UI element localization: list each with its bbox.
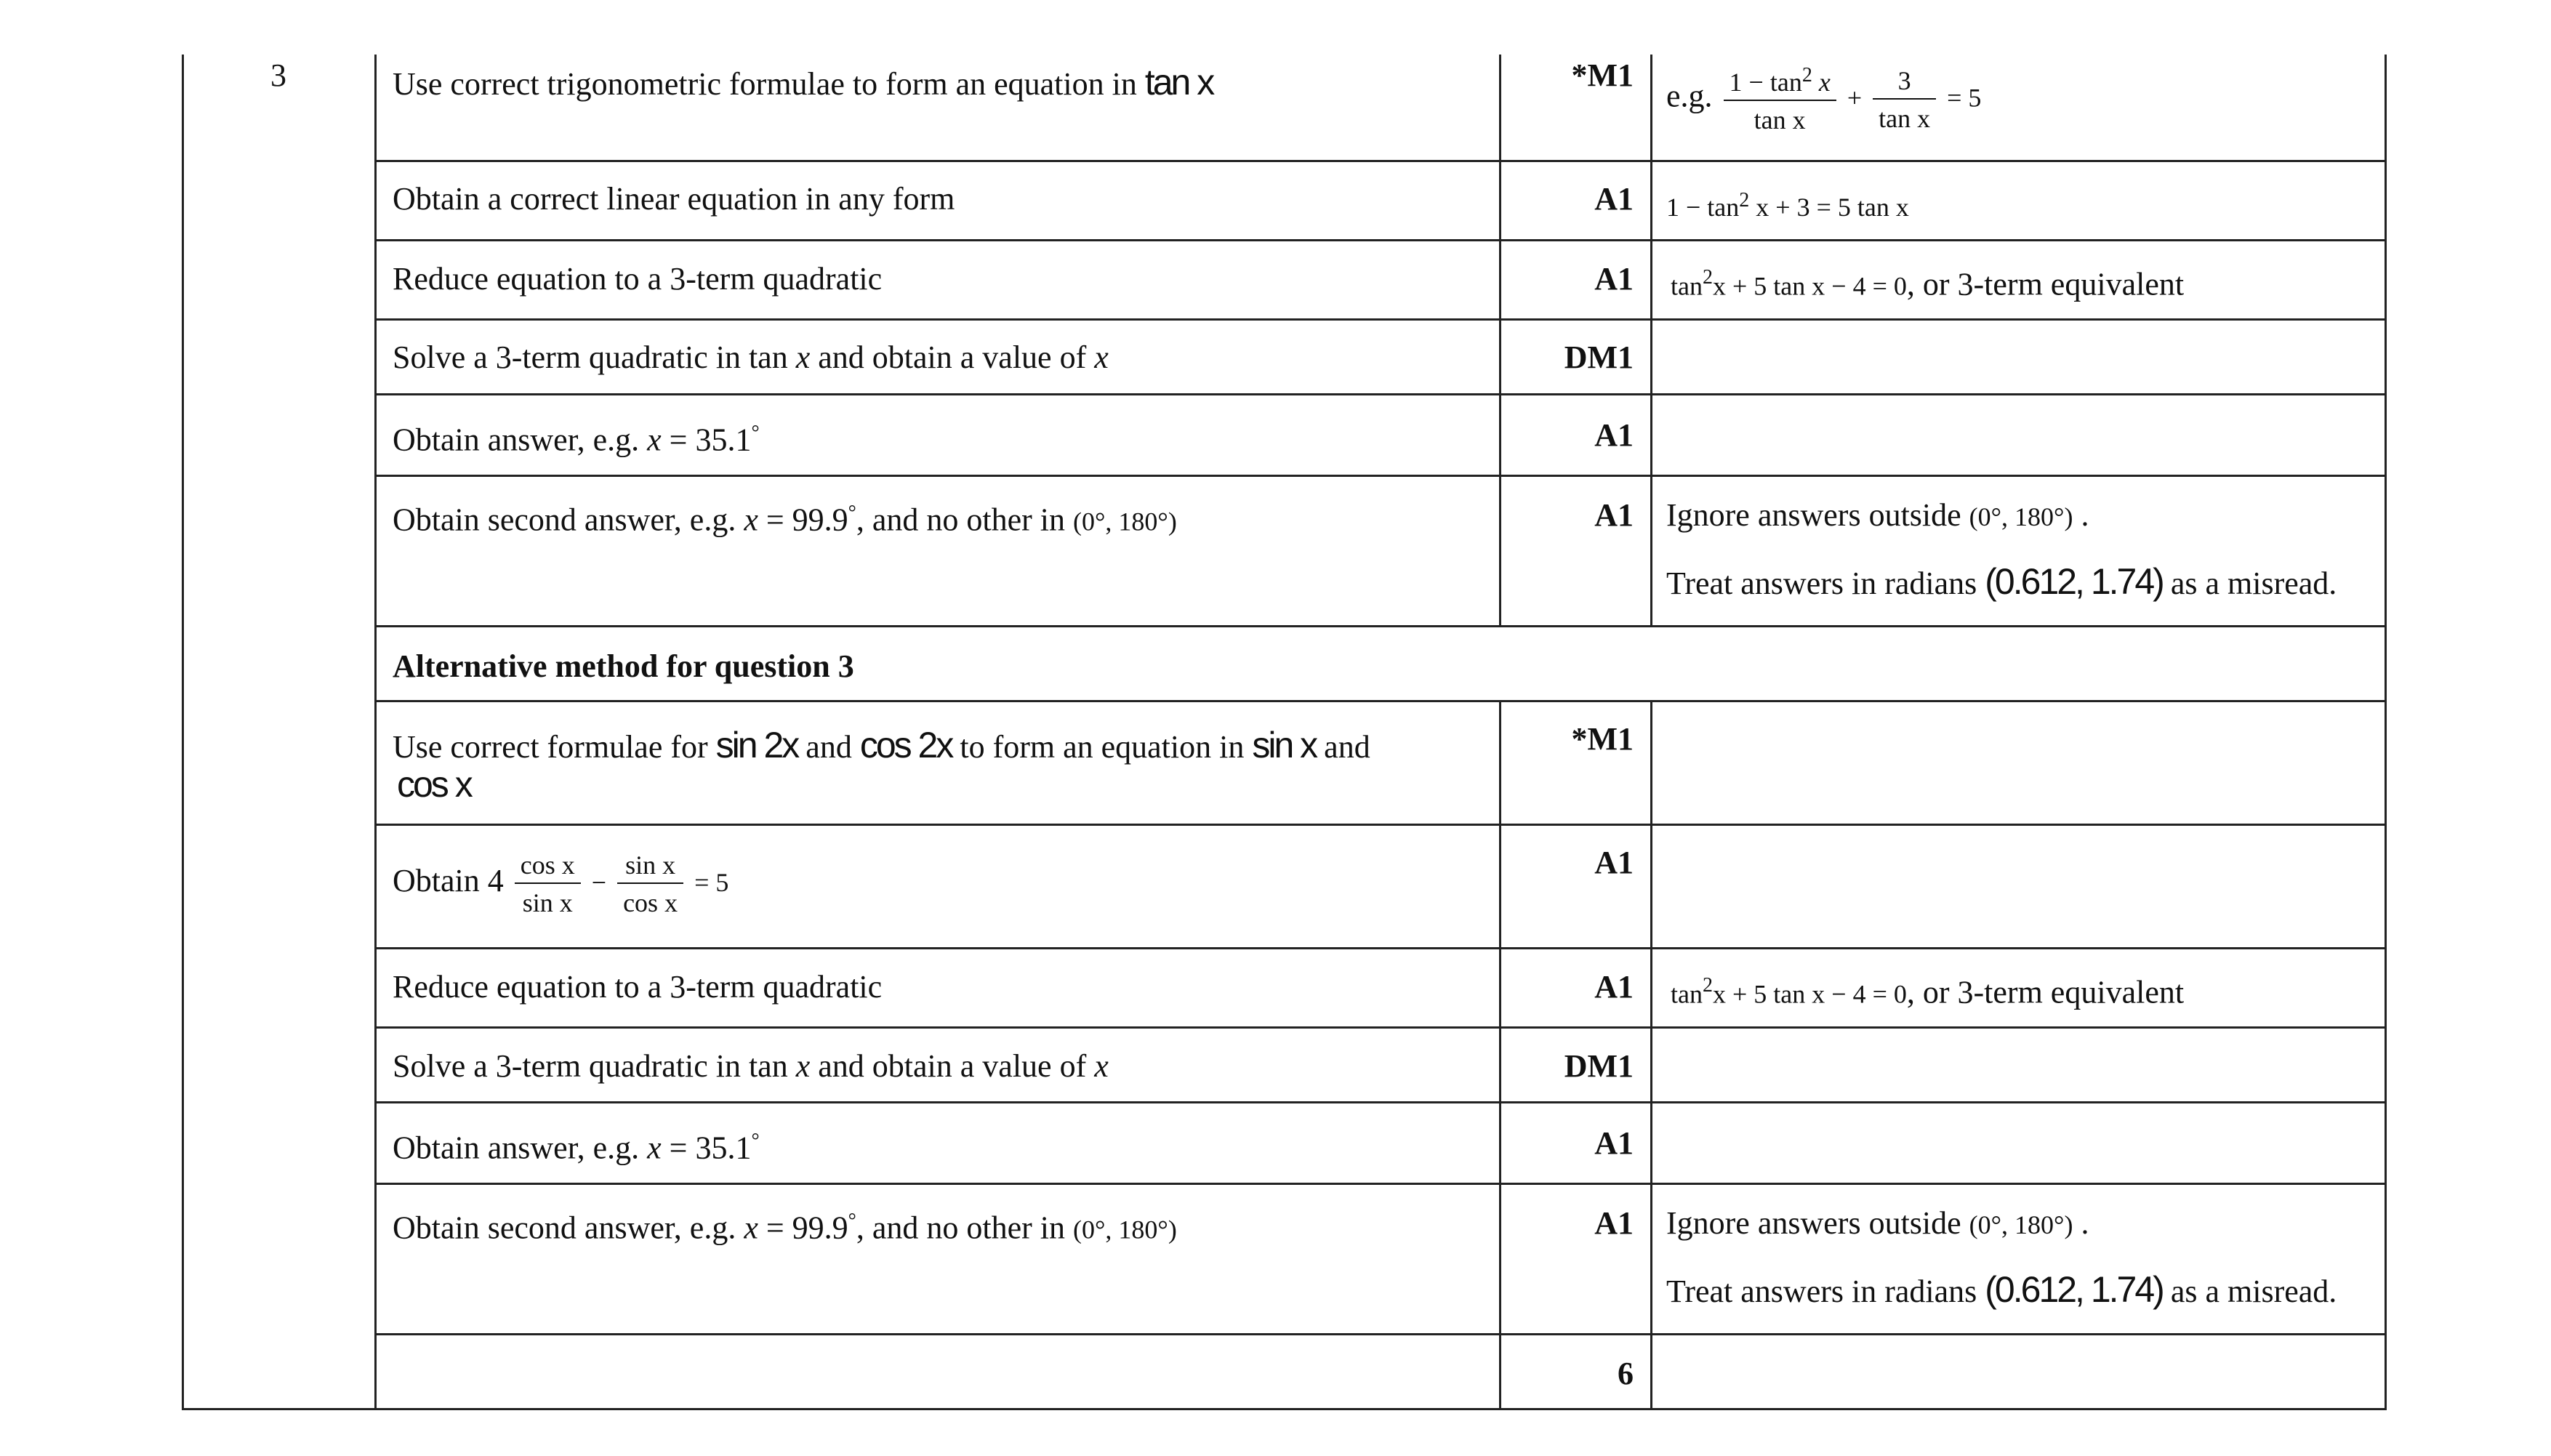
- desc-text: Use correct formulae for: [393, 729, 716, 765]
- alt-row3-guidance: [1671, 976, 2184, 1009]
- alt-row3-mark: A1: [1594, 969, 1634, 1005]
- row4-description: [393, 339, 1109, 375]
- minus-sign: −: [591, 868, 607, 898]
- alt-row5-mark: A1: [1594, 1125, 1634, 1161]
- row6-mark: A1: [1594, 497, 1634, 533]
- desc-text: and: [798, 729, 860, 765]
- desc-pre: Solve a 3-term quadratic in tan: [393, 1048, 796, 1084]
- alt-row6-guidance-line2: [1666, 1271, 2337, 1308]
- row1-desc-text: Use correct trigonometric formulae to form an equation in: [393, 66, 1145, 102]
- column-divider-guidance-alt: [1650, 701, 1652, 1410]
- row-divider: [374, 947, 2387, 949]
- row-divider: [374, 824, 2387, 826]
- fraction-denominator: cos x: [623, 888, 678, 917]
- row1-desc-math: tan x: [1144, 62, 1213, 102]
- row3-mark: A1: [1594, 261, 1634, 297]
- row-divider: [374, 1183, 2387, 1185]
- row6-guidance-line1: [1666, 499, 2089, 531]
- guidance-eq-pre: tan: [1671, 271, 1703, 301]
- guidance-radians: (0.612, 1.74): [1985, 561, 2163, 602]
- math-sin2x: sin 2x: [715, 725, 798, 765]
- desc-var: x: [795, 339, 811, 375]
- desc-text: to form an equation in: [952, 729, 1253, 765]
- row6-description: [393, 503, 1177, 536]
- guidance-eq-post: x + 5 tan x − 4 = 0: [1712, 979, 1907, 1009]
- guidance-text: as a misread.: [2162, 1274, 2337, 1309]
- question-number: 3: [270, 57, 286, 93]
- alt-row3-description: Reduce equation to a 3-term quadratic: [393, 969, 883, 1005]
- fraction-numerator: sin x: [617, 852, 683, 884]
- row1-guidance: [1666, 65, 1981, 133]
- equals-five: = 5: [1947, 83, 1982, 113]
- fraction-1: [1724, 65, 1836, 133]
- desc-value: = 99.9: [758, 502, 848, 538]
- desc-value: = 35.1: [661, 422, 752, 458]
- fraction-2: [1873, 65, 1936, 133]
- guidance-text: Treat answers in radians: [1666, 1274, 1985, 1309]
- table-left-border: [182, 55, 184, 1410]
- row-divider: [374, 1333, 2387, 1335]
- desc-mid: and obtain a value of: [810, 1048, 1095, 1084]
- guidance-eq-power: 2: [1702, 974, 1713, 997]
- math-sinx: sin x: [1252, 725, 1317, 765]
- fraction-numerator: cos x: [515, 852, 581, 884]
- desc-value: = 99.9: [758, 1210, 848, 1246]
- desc-text: and: [1316, 729, 1370, 765]
- fraction-denominator: sin x: [522, 888, 573, 917]
- desc-pre: Obtain second answer, e.g.: [393, 502, 744, 538]
- desc-var: x: [1094, 339, 1109, 375]
- row3-guidance: [1671, 268, 2184, 301]
- alt-row4-mark: DM1: [1564, 1048, 1634, 1084]
- row-divider: [374, 1026, 2387, 1029]
- guidance-eq-pre: 1 − tan: [1666, 193, 1740, 222]
- row1-description: [393, 64, 1213, 100]
- guidance-eq-post: x + 3 = 5 tan x: [1749, 193, 1909, 222]
- fraction-sin-over-cos: [617, 852, 683, 916]
- table-right-border: [2385, 55, 2387, 1410]
- alt-row2-mark: A1: [1594, 845, 1634, 880]
- guidance-eq-pre: tan: [1671, 979, 1703, 1009]
- alt-row4-description: [393, 1050, 1109, 1082]
- alt-row6-mark: A1: [1594, 1205, 1634, 1241]
- row-divider: [374, 475, 2387, 477]
- fraction-1-numerator-var: x: [1812, 68, 1831, 97]
- guidance-dot: .: [2073, 1205, 2089, 1241]
- fraction-2-denominator: tan x: [1879, 103, 1931, 133]
- alt-row6-description: [393, 1211, 1177, 1244]
- alt-row6-guidance-line1: [1666, 1207, 2089, 1239]
- row-divider: [374, 239, 2387, 241]
- row5-mark: A1: [1594, 417, 1634, 453]
- row4-mark: DM1: [1564, 339, 1634, 375]
- fraction-1-power: 2: [1801, 64, 1812, 87]
- desc-var: x: [647, 1130, 662, 1166]
- column-divider-description: [374, 55, 377, 1410]
- desc-interval: (0°, 180°): [1073, 507, 1177, 536]
- row2-description: Obtain a correct linear equation in any form: [393, 181, 955, 217]
- row3-description: Reduce equation to a 3-term quadratic: [393, 261, 883, 297]
- guidance-interval: (0°, 180°): [1969, 1210, 2073, 1239]
- table-bottom-border: [182, 1408, 2387, 1410]
- guidance-eq-power: 2: [1739, 189, 1750, 212]
- desc-pre: Obtain answer, e.g.: [393, 1130, 648, 1166]
- guidance-interval: (0°, 180°): [1969, 502, 2073, 531]
- guidance-text: Ignore answers outside: [1666, 1205, 1969, 1241]
- equals-five: = 5: [694, 868, 729, 898]
- row-divider: [374, 318, 2387, 321]
- desc-pre: Obtain second answer, e.g.: [393, 1210, 744, 1246]
- desc-value: = 35.1: [661, 1130, 752, 1166]
- row-divider: [374, 393, 2387, 395]
- guidance-eq-tail: , or 3-term equivalent: [1906, 974, 2185, 1010]
- guidance-text: Treat answers in radians: [1666, 566, 1985, 601]
- column-divider-marks-alt: [1499, 701, 1501, 1410]
- desc-var: x: [647, 422, 662, 458]
- fraction-2-numerator: 3: [1873, 68, 1936, 100]
- total-marks: 6: [1618, 1356, 1634, 1391]
- row-divider: [374, 625, 2387, 627]
- fraction-1-denominator: tan x: [1753, 105, 1806, 134]
- row6-guidance-line2: [1666, 563, 2337, 600]
- column-divider-marks: [1499, 55, 1501, 626]
- eg-label: e.g.: [1666, 78, 1713, 114]
- desc-pre: Obtain answer, e.g.: [393, 422, 648, 458]
- math-cos2x: cos 2x: [859, 725, 952, 765]
- guidance-radians: (0.612, 1.74): [1985, 1269, 2163, 1310]
- desc-var: x: [1094, 1048, 1109, 1084]
- desc-tail: , and no other in: [856, 502, 1074, 538]
- guidance-eq-tail: , or 3-term equivalent: [1906, 266, 2185, 302]
- row5-description: [393, 423, 760, 456]
- desc-mid: and obtain a value of: [810, 339, 1095, 375]
- column-divider-guidance: [1650, 55, 1652, 626]
- desc-var: x: [744, 502, 758, 538]
- row-divider: [374, 1101, 2387, 1103]
- desc-var: x: [744, 1210, 758, 1246]
- desc-interval: (0°, 180°): [1073, 1215, 1177, 1244]
- guidance-text: as a misread.: [2162, 566, 2337, 601]
- alt-row1-mark: *M1: [1571, 721, 1634, 757]
- obtain-label: Obtain 4: [393, 863, 504, 899]
- alt-row2-description: [393, 852, 728, 916]
- guidance-dot: .: [2073, 497, 2089, 533]
- guidance-eq-post: x + 5 tan x − 4 = 0: [1712, 271, 1907, 301]
- guidance-text: Ignore answers outside: [1666, 497, 1969, 533]
- row2-mark: A1: [1594, 181, 1634, 217]
- row-divider: [374, 160, 2387, 162]
- plus-sign: +: [1847, 83, 1863, 113]
- fraction-1-numerator: 1 − tan: [1729, 68, 1802, 97]
- fraction-cos-over-sin: [515, 852, 581, 916]
- desc-tail: , and no other in: [856, 1210, 1074, 1246]
- alternative-method-heading: Alternative method for question 3: [393, 648, 854, 684]
- alt-row1-description-cont: cos x: [397, 764, 471, 805]
- guidance-eq-power: 2: [1702, 266, 1713, 289]
- degree-symbol: °: [751, 422, 760, 444]
- alt-row1-description: [393, 727, 1370, 763]
- degree-symbol: °: [848, 1210, 856, 1232]
- desc-pre: Solve a 3-term quadratic in tan: [393, 339, 796, 375]
- row2-guidance: [1666, 190, 1909, 220]
- degree-symbol: °: [751, 1130, 760, 1152]
- row1-mark: *M1: [1571, 57, 1634, 93]
- desc-var: x: [795, 1048, 811, 1084]
- degree-symbol: °: [848, 502, 856, 524]
- alt-row5-description: [393, 1131, 760, 1165]
- row-divider: [374, 700, 2387, 702]
